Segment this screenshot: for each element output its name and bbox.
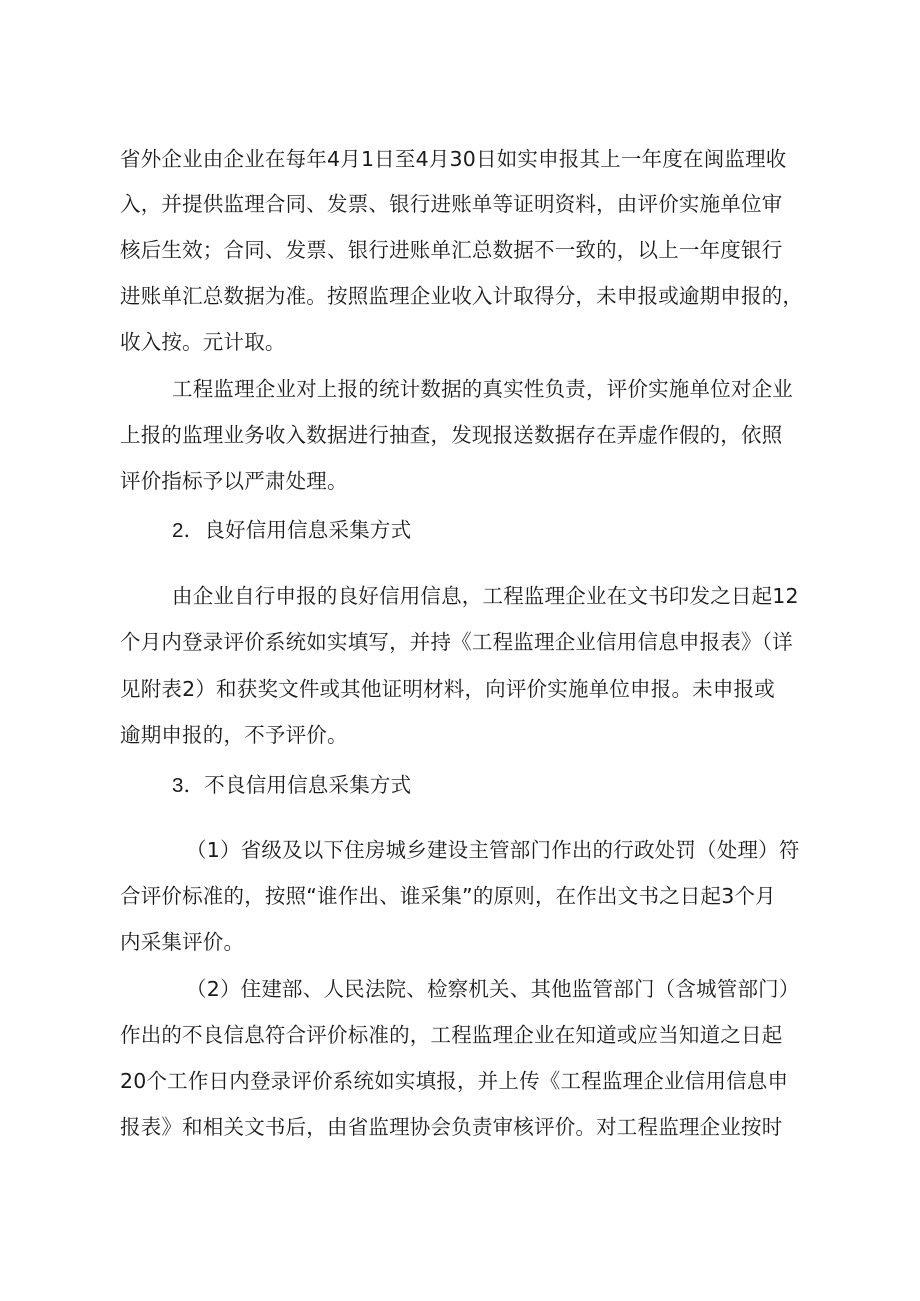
text-line: 报表》和相关文书后，由省监理协会负责审核评价。对工程监理企业按时	[120, 1115, 783, 1139]
section-heading: 3．不良信用信息采集方式	[172, 774, 412, 797]
text-line: 个月内登录评价系统如实填写，并持《工程监理企业信用信息申报表》（详	[120, 630, 793, 654]
paragraph-first-line: 由企业自行申报的良好信用信息，工程监理企业在文书印发之日起12	[172, 584, 799, 608]
section-heading: 2．良好信用信息采集方式	[172, 519, 412, 542]
text-line: 入，并提供监理合同、发票、银行进账单等证明资料，由评价实施单位审	[120, 192, 783, 216]
paragraph-first-line: （1）省级及以下住房城乡建设主管部门作出的行政处罚（处理）符	[186, 838, 800, 862]
paragraph-first-line: （2）住建部、人民法院、检察机关、其他监管部门（含城管部门）	[186, 977, 800, 1001]
text-line: 收入按。元计取。	[120, 330, 286, 354]
paragraph-first-line: 工程监理企业对上报的统计数据的真实性负责，评价实施单位对企业	[172, 377, 793, 401]
text-line: 评价指标予以严肃处理。	[120, 469, 348, 493]
text-line: 见附表2）和获奖文件或其他证明材料，向评价实施单位申报。未申报或	[120, 677, 775, 701]
text-line: 内采集评价。	[120, 930, 245, 954]
text-line: 核后生效；合同、发票、银行进账单汇总数据不一致的，以上一年度银行	[120, 238, 783, 262]
text-line: 合评价标准的，按照“谁作出、谁采集”的原则，在作出文书之日起3个月	[120, 884, 776, 908]
text-line: 进账单汇总数据为准。按照监理企业收入计取得分，未申报或逾期申报的，	[120, 284, 804, 308]
text-line: 上报的监理业务收入数据进行抽查，发现报送数据存在弄虚作假的，依照	[120, 423, 783, 447]
text-line: 20个工作日内登录评价系统如实填报，并上传《工程监理企业信用信息申	[120, 1069, 789, 1093]
text-line: 逾期申报的，不予评价。	[120, 723, 348, 747]
text-line: 省外企业由企业在每年4月1日至4月30日如实申报其上一年度在闽监理收	[120, 147, 787, 171]
text-line: 作出的不良信息符合评价标准的，工程监理企业在知道或应当知道之日起	[120, 1023, 783, 1047]
